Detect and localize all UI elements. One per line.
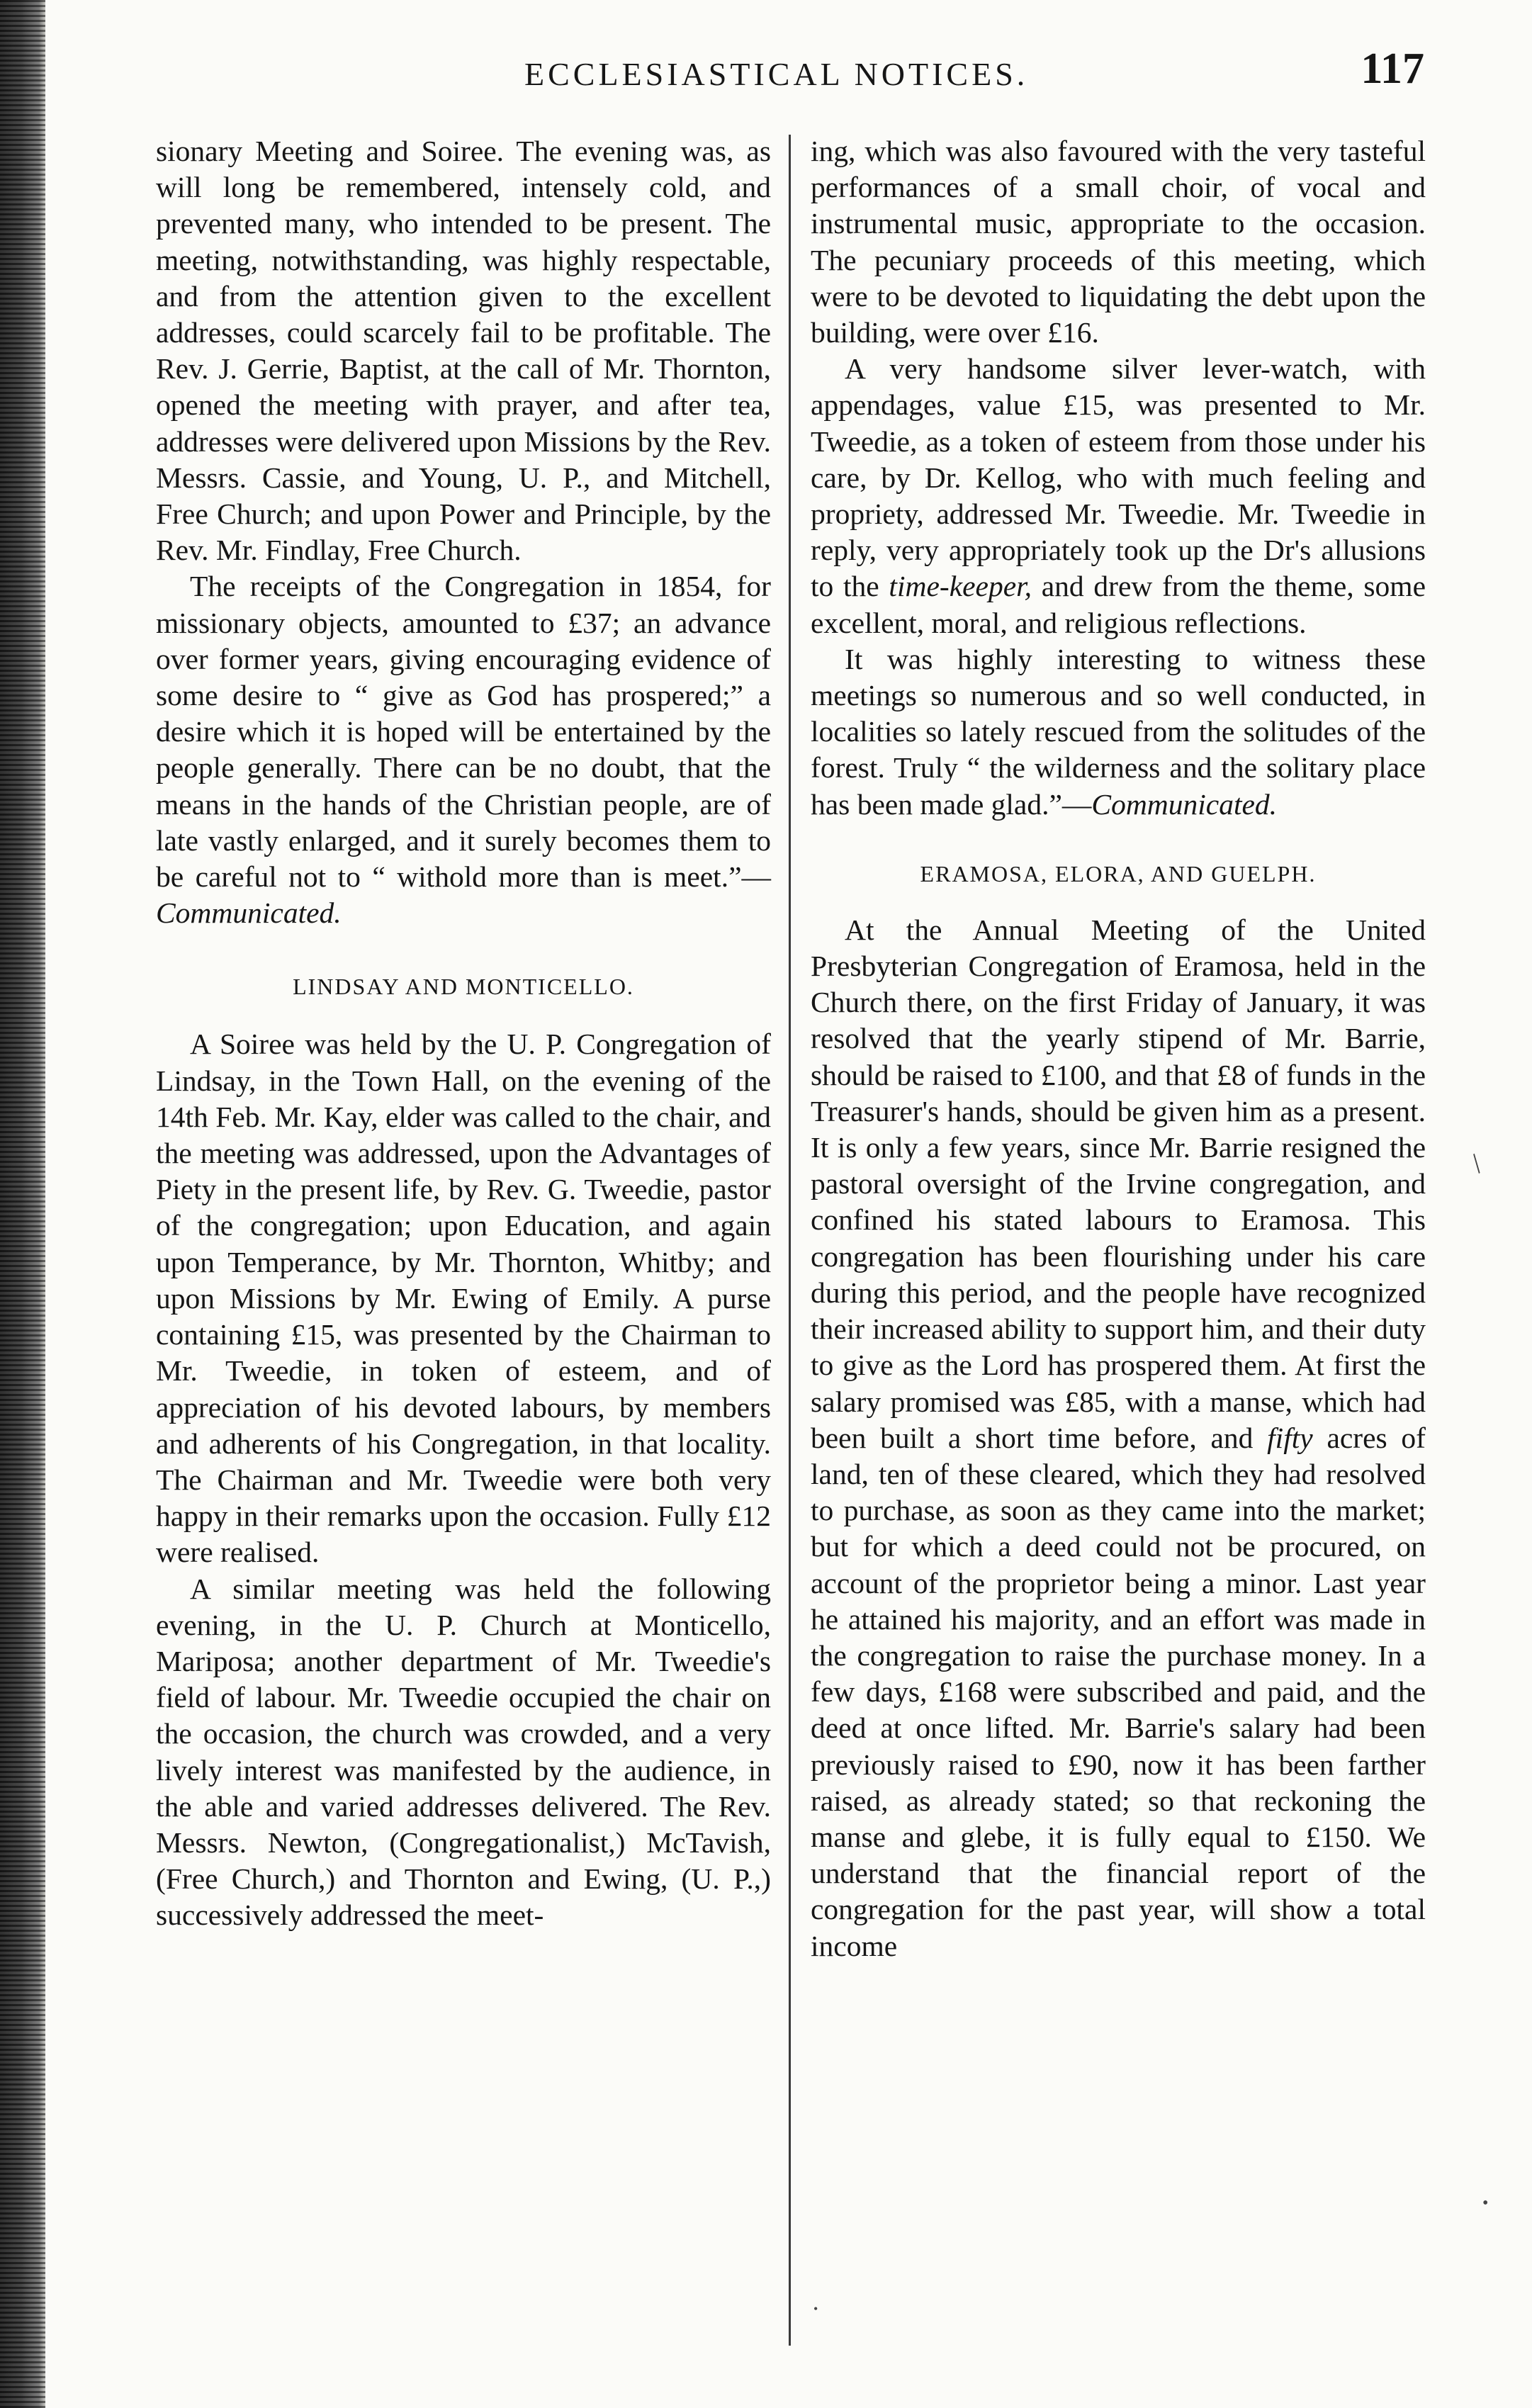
- running-title: ECCLESIASTICAL NOTICES.: [524, 56, 1029, 92]
- signoff-communicated: Communicated.: [1091, 787, 1278, 821]
- stray-dot-mark: •: [1482, 2194, 1489, 2212]
- paragraph-congregation-receipts: [156, 568, 771, 931]
- paragraph-lindsay-soiree: A Soiree was held by the U. P. Congregation of Lindsay, in the Town Hall, on the evening of the 14th Feb. Mr. Kay, elder was called to the chair, and the meeting was addressed, upon the Advantages of Piety in the present life, by Rev. G. Tweedie, pastor of the congregation; upon Education, and again upon Temperance, by Mr. Thornton, Whitby; and upon Missions by Mr. Ewing of Emily. A purse containing £15, was presented by the Chairman to Mr. Tweedie, in token of esteem, and of appreciation of his devoted labours, by members and adherents of his Congregation, in that locality. The Chairman and Mr. Tweedie were both very happy in their remarks upon the occasion. Fully £12 were realised.: [156, 1028, 771, 1569]
- section-heading-lindsay-monticello: LINDSAY AND MONTICELLO.: [293, 974, 634, 1000]
- paragraph-text: acres of land, ten of these cleared, which they had resolved to purchase, as soon as they came into the market; but for which a deed could not be procured, on account of the proprietor being a minor. Last year he attained his majority, and an effort was made in the congregation to raise the purchase money. In a few days, £168 were subscribed and paid, and the deed at once lifted. Mr. Barrie's salary had been previously raised to £90, now it has been farther raised, as already stated; so that reckoning the manse and glebe, it is fully equal to £150. We understand that the financial report of the congregation for the past year, will show a total income: [811, 1421, 1426, 1962]
- paragraph-text: A very handsome silver lever-watch, with appendages, value £15, was presented to Mr. Tweedie, as a token of esteem from those under his care, by Dr. Kellog, who with much feeling and propriety, addressed Mr. Tweedie. Mr. Tweedie in reply, very appropriately took up the Dr's allusions to the: [811, 352, 1426, 603]
- section-heading-eramosa-elora-guelph: ERAMOSA, ELORA, AND GUELPH.: [920, 860, 1317, 887]
- paragraph-silver-watch: [811, 351, 1426, 641]
- paragraph-text: The receipts of the Congregation in 1854, for missionary objects, amounted to £37; an advance over former years, giving encouraging evidence of some desire to “ give as God has prospered;” a desire which it is hoped will be entertained by the people generally. There can be no doubt, that the means in the hands of the Christian people, are of late vastly enlarged, and it surely becomes them to be careful not to “ withold more than is meet.”—: [156, 570, 771, 894]
- book-binding-edge: [0, 0, 45, 2408]
- signoff-communicated: Communicated.: [156, 896, 342, 930]
- italic-fifty: fifty: [1267, 1421, 1313, 1454]
- italic-time-keeper: time-keeper,: [889, 570, 1032, 603]
- paragraph-text: It was highly interesting to witness these meetings so numerous and so well conducted, in localities so lately rescued from the solitudes of the forest. Truly “ the wilderness and the solitary place has been made glad.”—: [811, 642, 1426, 821]
- paragraph-text: and drew from the theme, some excellent, moral, and religious reflections.: [811, 570, 1426, 639]
- stray-dot-mark: •: [813, 2302, 818, 2316]
- paragraph-text: At the Annual Meeting of the United Presbyterian Congregation of Eramosa, held in the Church there, on the first Friday of January, it was resolved that the yearly stipend of Mr. Barrie, should be raised to £100, and that £8 of funds in the Treasurer's hands, should be given him as a present. It is only a few years, since Mr. Barrie resigned the pastoral oversight of the Irvine congregation, and confined his stated labours to Eramosa. This congregation has been flourishing under his care during this period, and the people have recognized their increased ability to support him, and their duty to give as the Lord has prospered them. At first the salary promised was £85, with a manse, which had been built a short time before, and: [811, 913, 1426, 1454]
- paragraph-choir-proceeds: ing, which was also favoured with the very tasteful performances of a small choir, of vocal and instrumental music, appropriate to the occasion. The pecuniary proceeds of this meeting, which were to be devoted to liquidating the debt upon the building, were over £16.: [811, 135, 1426, 349]
- page-number: 117: [1361, 45, 1424, 93]
- paragraph-missionary-meeting: sionary Meeting and Soiree. The evening was, as will long be remembered, intensely cold, and prevented many, who intended to be present. The meeting, notwithstanding, was highly respectable, and from the attention given to the excellent addresses, could scarcely fail to be profitable. The Rev. J. Gerrie, Baptist, at the call of Mr. Thornton, opened the meeting with prayer, and after tea, addresses were delivered upon Missions by the Rev. Messrs. Cassie, and Young, U. P., and Mitchell, Free Church; and upon Power and Principle, by the Rev. Mr. Findlay, Free Church.: [156, 135, 771, 567]
- stray-pencil-mark: /: [1464, 1147, 1489, 1179]
- right-column: [811, 133, 1426, 1964]
- paragraph-monticello-meeting: A similar meeting was held the following evening, in the U. P. Church at Monticello, Mariposa; another department of Mr. Tweedie's field of labour. Mr. Tweedie occupied the chair on the occasion, the church was crowded, and a very lively interest was manifested by the audience, in the able and varied addresses delivered. The Rev. Messrs. Newton, (Congregationalist,) McTavish, (Free Church,) and Thornton and Ewing, (U. P.,) successively addressed the meet-: [156, 1572, 771, 1932]
- paragraph-eramosa-annual-meeting: [811, 912, 1426, 1964]
- left-column: [156, 133, 771, 1934]
- page-header: [156, 43, 1424, 106]
- paragraph-wilderness: [811, 641, 1426, 823]
- column-divider: [789, 135, 791, 2346]
